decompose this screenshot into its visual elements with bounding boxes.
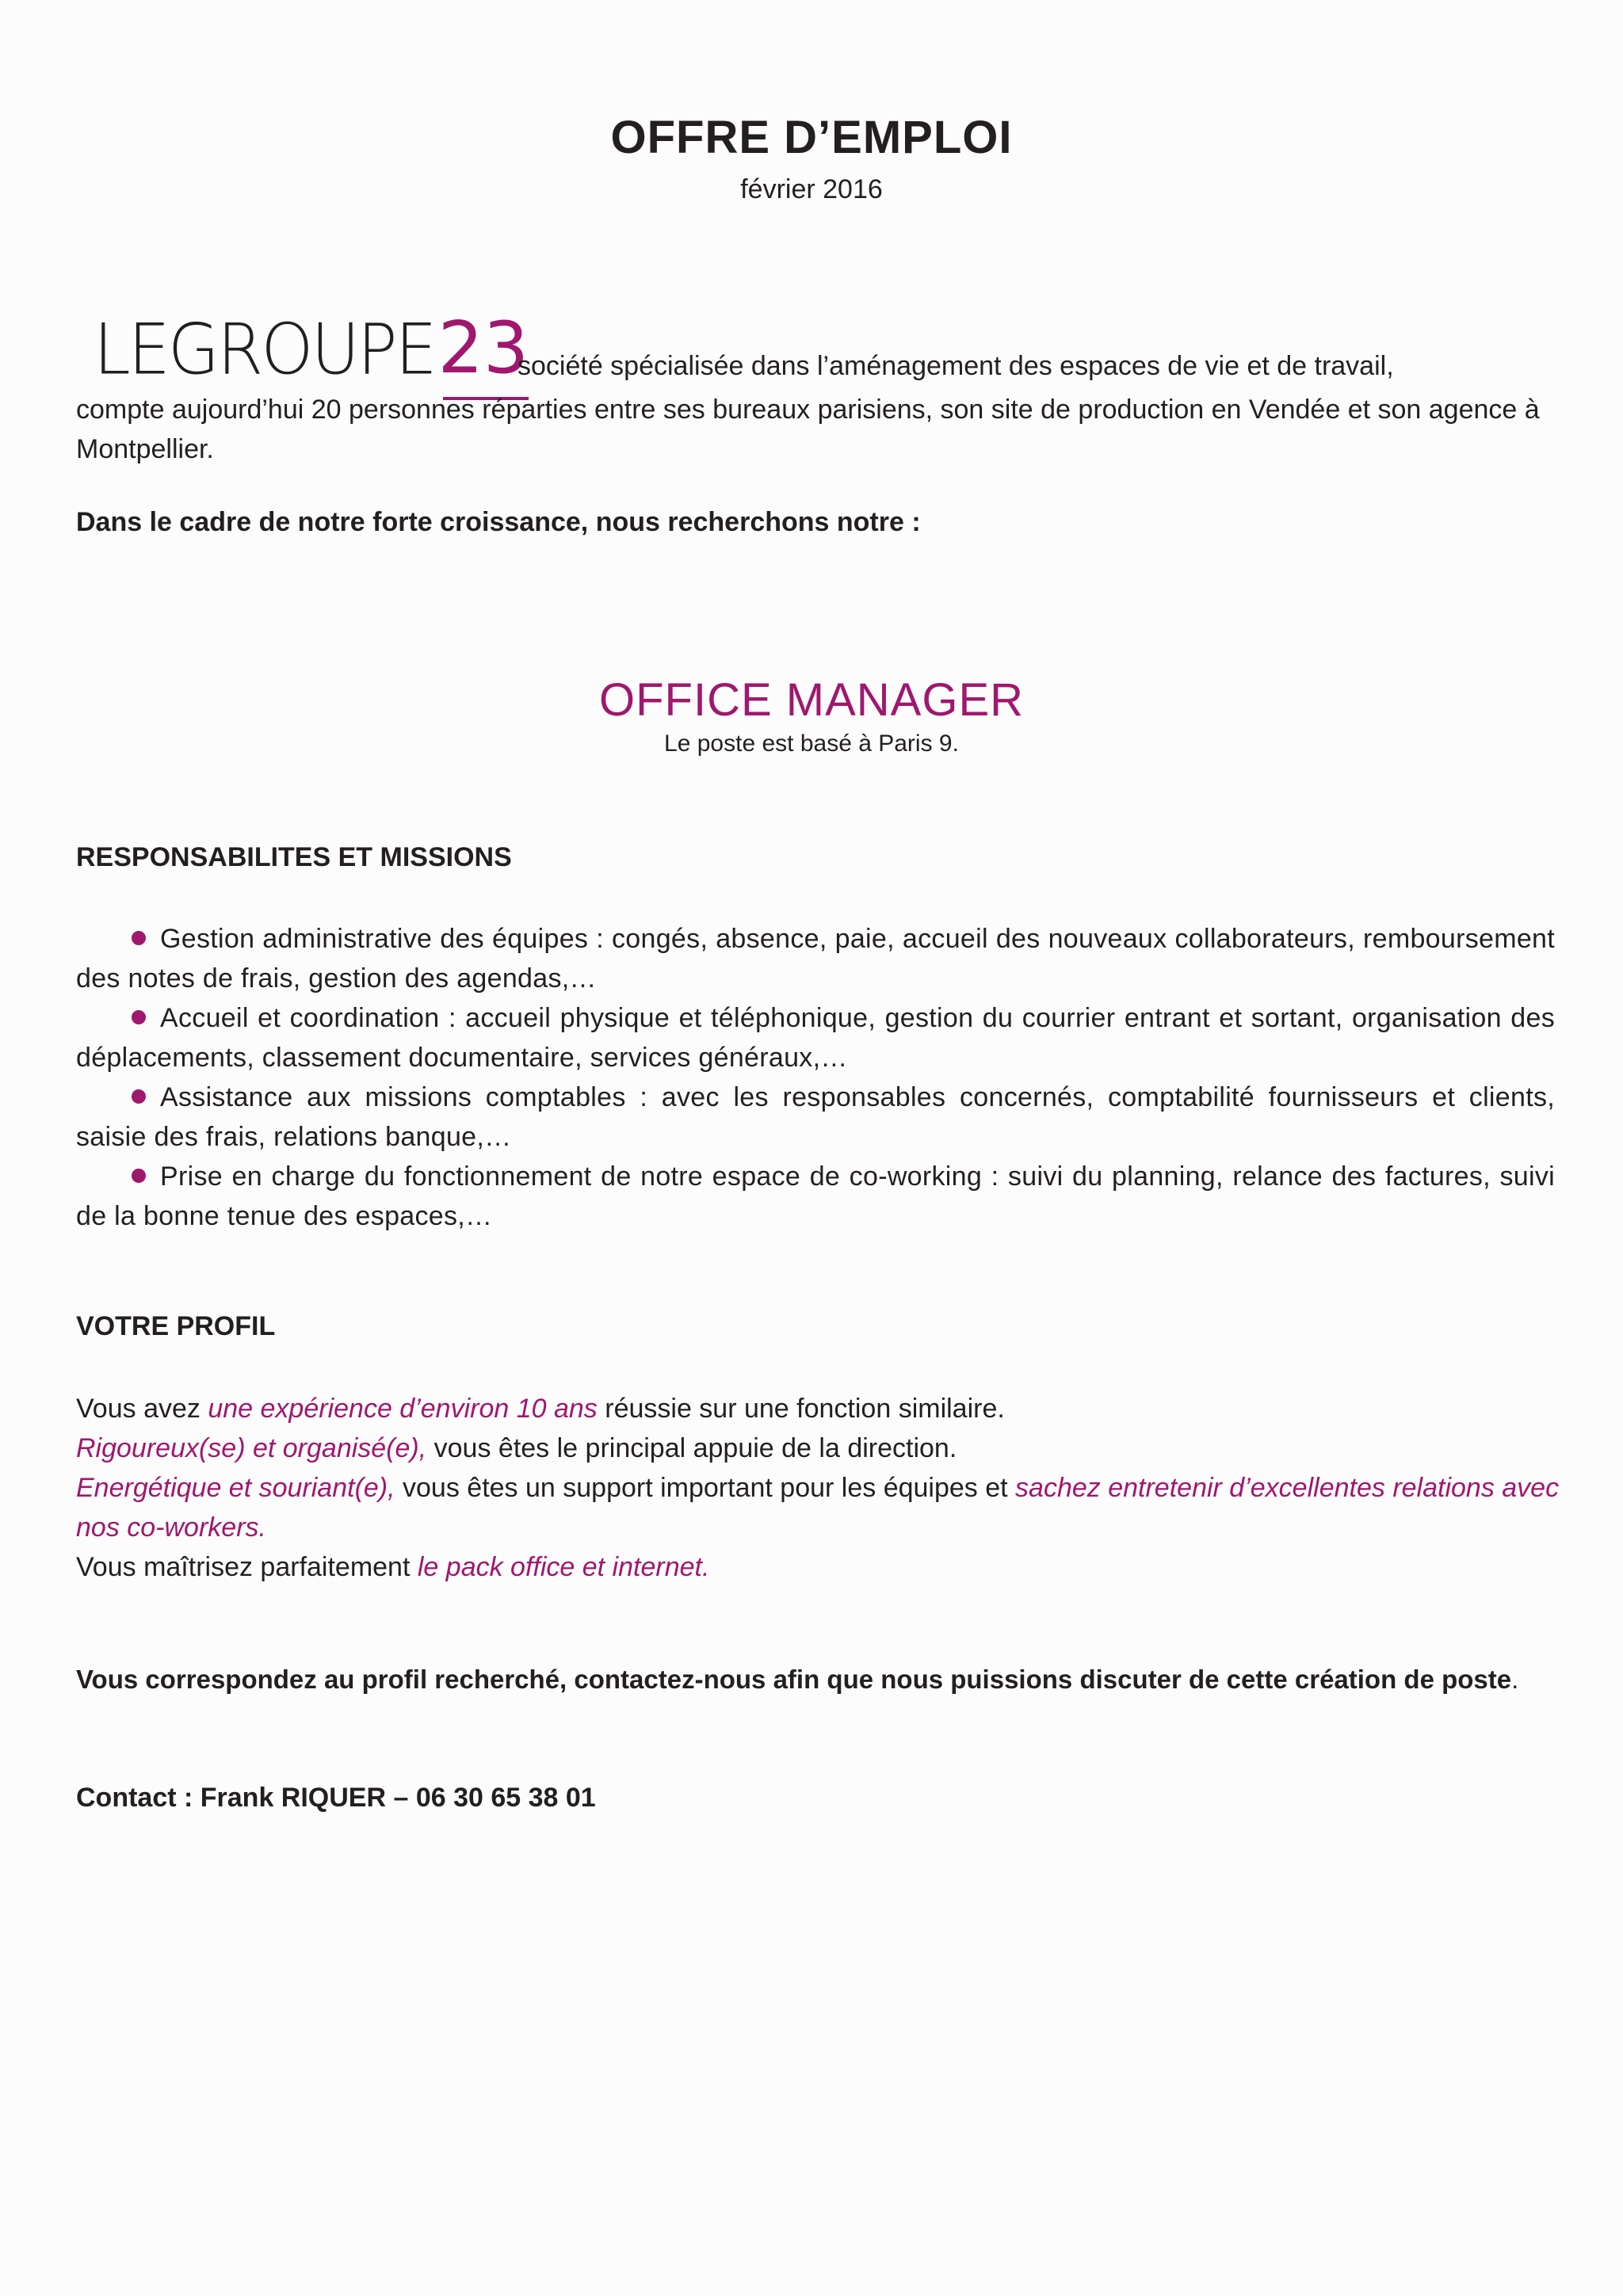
- bullet-icon: [132, 1169, 146, 1183]
- job-title: OFFICE MANAGER: [598, 674, 1025, 726]
- list-item: Gestion administrative des équipes : congés, absence, paie, accueil des nouveaux collaborateurs, remboursement des notes de frais, gestion des agendas,…: [76, 924, 1555, 994]
- bullet-icon: [132, 1089, 146, 1104]
- company-logo: [94, 297, 529, 391]
- missions-list: [76, 919, 1555, 1236]
- call-to-action: Vous correspondez au profil recherché, contactez-nous afin que nous puissions discuter de cette création de poste.: [76, 1665, 1519, 1694]
- logo-wordmark: LEGROUPE: [94, 308, 435, 391]
- profile-heading: VOTRE PROFIL: [76, 1311, 276, 1341]
- bullet-icon: [132, 1010, 146, 1024]
- profile-paragraph: [76, 1389, 1566, 1587]
- profile-line: Rigoureux(se) et organisé(e), vous êtes le principal appuie de la direction.: [76, 1433, 957, 1463]
- job-location: Le poste est basé à Paris 9.: [664, 730, 959, 757]
- lead-sentence: Dans le cadre de notre forte croissance, nous recherchons notre :: [76, 507, 921, 537]
- list-item: Accueil et coordination : accueil physique et téléphonique, gestion du courrier entrant et sortant, organisation des déplacements, classement documentaire, services généraux,…: [76, 1003, 1555, 1073]
- intro-first-line: société spécialisée dans l’aménagement des espaces de vie et de travail,: [517, 351, 1394, 381]
- page-title: OFFRE D’EMPLOI: [610, 112, 1013, 163]
- list-item: Prise en charge du fonctionnement de notre espace de co-working : suivi du planning, relance des factures, suivi de la bonne tenue des espaces,…: [76, 1161, 1555, 1231]
- contact-line: Contact : Frank RIQUER – 06 30 65 38 01: [76, 1783, 596, 1813]
- missions-heading: RESPONSABILITES ET MISSIONS: [76, 842, 512, 872]
- profile-line: Vous avez une expérience d’environ 10 ans réussie sur une fonction similaire.: [76, 1394, 1005, 1424]
- offer-date: février 2016: [740, 174, 883, 204]
- list-item: Assistance aux missions comptables : avec les responsables concernés, comptabilité fournisseurs et clients, saisie des frais, relations banque,…: [76, 1082, 1555, 1152]
- profile-line: Energétique et souriant(e), vous êtes un support important pour les équipes et sachez entretenir d’excellentes relations avec nos co-workers.: [76, 1473, 1560, 1543]
- intro-paragraph: compte aujourd’hui 20 personnes réparties entre ses bureaux parisiens, son site de production en Vendée et son agence à Montpellier.: [76, 395, 1540, 464]
- bullet-icon: [132, 931, 146, 945]
- profile-line: Vous maîtrisez parfaitement le pack office et internet.: [76, 1552, 710, 1582]
- logo-number: 23: [438, 313, 529, 384]
